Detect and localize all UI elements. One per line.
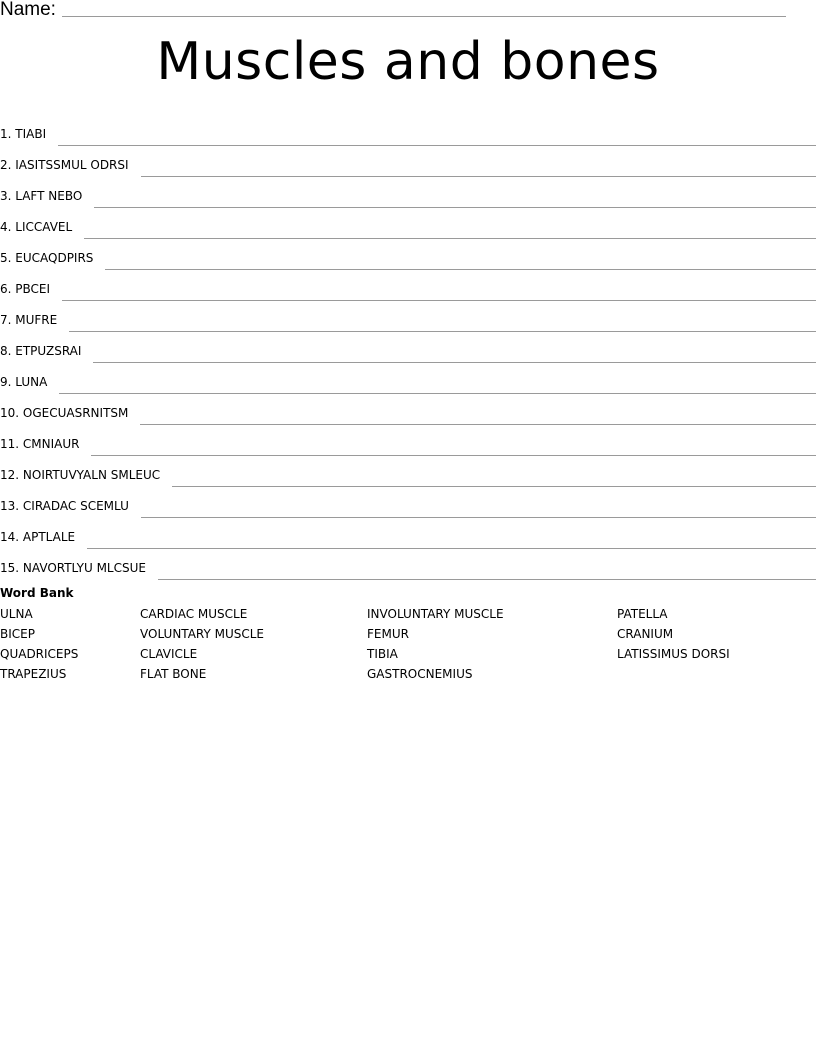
word-bank-word: ULNA [0, 607, 33, 621]
answer-line[interactable] [141, 159, 816, 177]
answer-line[interactable] [158, 562, 816, 580]
question-row [0, 515, 816, 546]
answer-line[interactable] [84, 221, 816, 239]
question-text: 1. TIABI [0, 127, 47, 141]
question-row [0, 267, 816, 298]
question-text: 4. LICCAVEL [0, 220, 73, 234]
question-row [0, 236, 816, 267]
question-text: 14. APTLALE [0, 530, 76, 544]
word-bank-word: CLAVICLE [140, 647, 198, 661]
question-row [0, 112, 816, 143]
word-bank-word: TIBIA [367, 647, 398, 661]
word-bank-word: INVOLUNTARY MUSCLE [367, 607, 504, 621]
question-text: 7. MUFRE [0, 313, 58, 327]
answer-line[interactable] [91, 438, 816, 456]
word-bank-word: QUADRICEPS [0, 647, 79, 661]
answer-line[interactable] [58, 128, 816, 146]
name-blank-line[interactable] [62, 0, 786, 17]
answer-line[interactable] [172, 469, 816, 487]
answer-line[interactable] [141, 500, 816, 518]
page-title: Muscles and bones [156, 32, 660, 92]
question-row [0, 453, 816, 484]
word-bank-word: PATELLA [617, 607, 668, 621]
word-bank-word: CRANIUM [617, 627, 674, 641]
question-row [0, 329, 816, 360]
word-bank-word: GASTROCNEMIUS [367, 667, 473, 681]
question-text: 9. LUNA [0, 375, 48, 389]
question-text: 8. ETPUZSRAI [0, 344, 82, 358]
answer-line[interactable] [59, 376, 816, 394]
name-label: Name: [0, 0, 56, 20]
word-bank-word: VOLUNTARY MUSCLE [140, 627, 265, 641]
word-bank-word: BICEP [0, 627, 35, 641]
question-text: 15. NAVORTLYU MLCSUE [0, 561, 146, 575]
question-text: 5. EUCAQDPIRS [0, 251, 94, 265]
question-row [0, 298, 816, 329]
answer-line[interactable] [105, 252, 816, 270]
word-bank-title: Word Bank [0, 586, 74, 600]
question-row [0, 143, 816, 174]
question-list [0, 112, 816, 577]
question-text: 2. IASITSSMUL ODRSI [0, 158, 129, 172]
name-row [0, 0, 790, 20]
question-row [0, 360, 816, 391]
word-bank-word: FEMUR [367, 627, 409, 641]
question-text: 12. NOIRTUVYALN SMLEUC [0, 468, 161, 482]
question-text: 6. PBCEI [0, 282, 51, 296]
answer-line[interactable] [87, 531, 816, 549]
question-row [0, 174, 816, 205]
word-bank-grid [0, 604, 816, 684]
question-row [0, 484, 816, 515]
question-row [0, 391, 816, 422]
word-bank [0, 584, 816, 684]
word-bank-word: CARDIAC MUSCLE [140, 607, 248, 621]
word-bank-word: FLAT BONE [140, 667, 207, 681]
question-text: 10. OGECUASRNITSM [0, 406, 129, 420]
word-bank-word: LATISSIMUS DORSI [617, 647, 730, 661]
question-row [0, 546, 816, 577]
question-text: 13. CIRADAC SCEMLU [0, 499, 129, 513]
answer-line[interactable] [69, 314, 816, 332]
answer-line[interactable] [94, 190, 816, 208]
answer-line[interactable] [62, 283, 816, 301]
question-text: 3. LAFT NEBO [0, 189, 83, 203]
answer-line[interactable] [93, 345, 816, 363]
question-text: 11. CMNIAUR [0, 437, 80, 451]
question-row [0, 205, 816, 236]
question-row [0, 422, 816, 453]
word-bank-word: TRAPEZIUS [0, 667, 67, 681]
answer-line[interactable] [140, 407, 816, 425]
